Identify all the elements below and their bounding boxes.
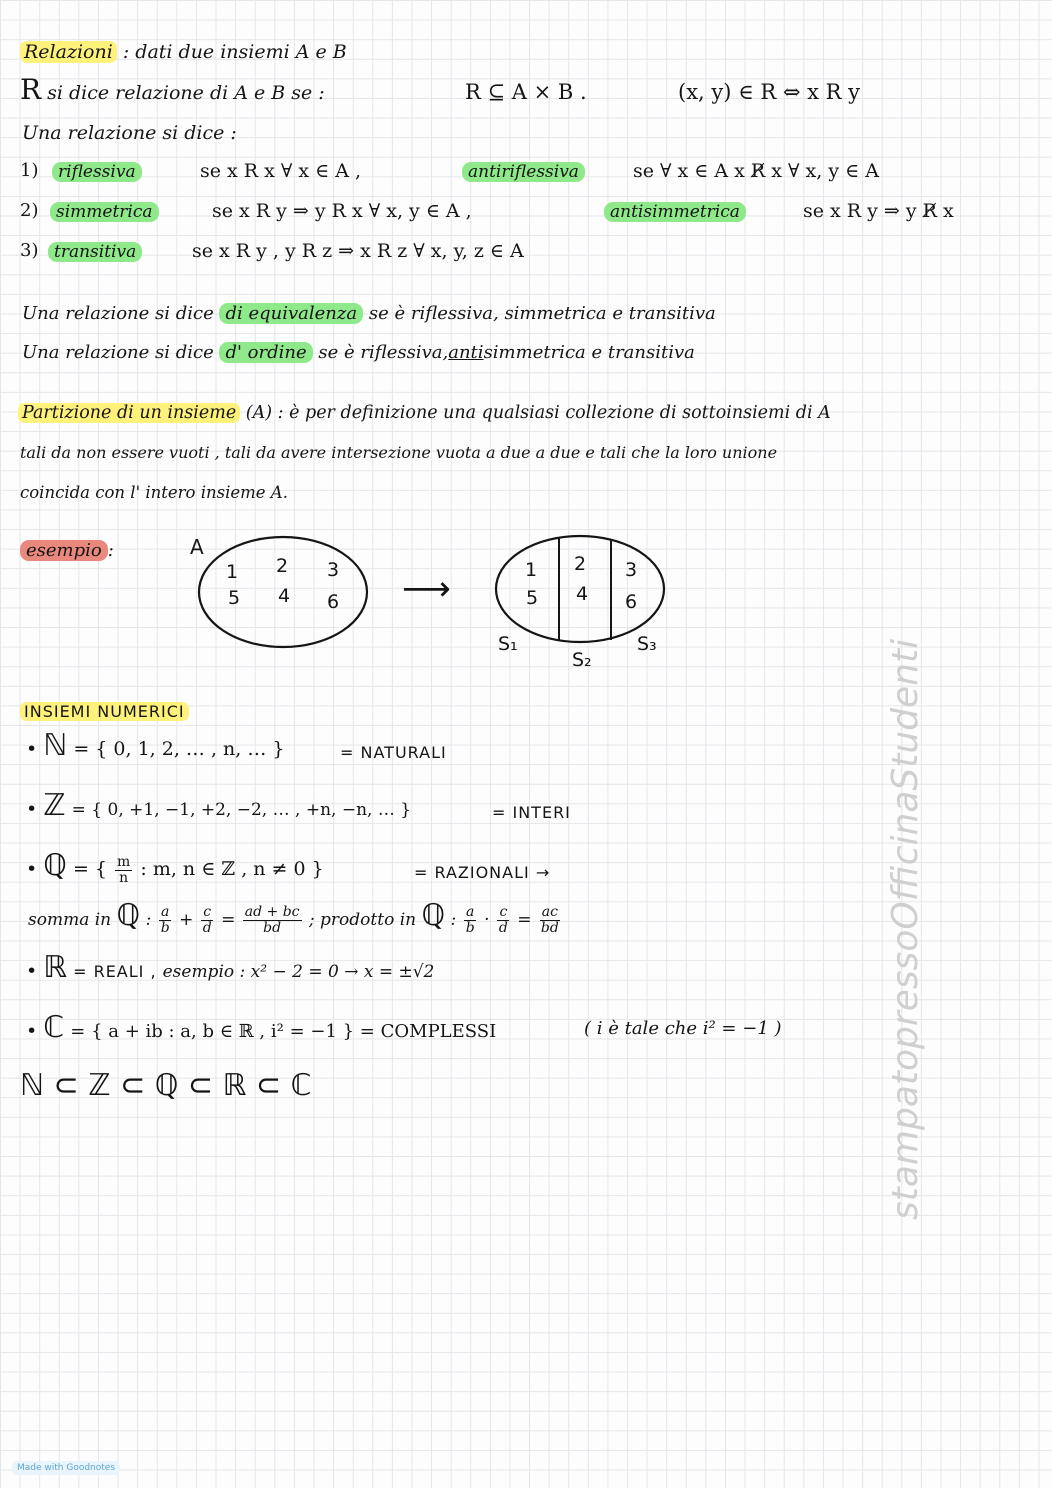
partizione-title: Partizione di un insieme (18, 403, 240, 423)
prodotto-f1-den: b (465, 920, 475, 936)
naturali-line (26, 728, 285, 763)
order-prefix: Una relazione si dice (22, 342, 214, 363)
prodotto-frac-1 (464, 905, 477, 936)
relazioni-intro: : dati due insiemi A e B (122, 41, 347, 63)
partition-element-5: 5 (526, 587, 539, 609)
somma-frac-result (243, 905, 302, 936)
property-2-name: simmetrica (50, 202, 159, 222)
order-suffix-a: se è riflessiva, (318, 342, 449, 363)
somma-f3-den: bd (263, 920, 282, 936)
somma-colon: : (145, 910, 152, 930)
property-1-cond: se x R x ∀ x ∈ A , (200, 160, 362, 182)
bullet-icon: • (26, 798, 38, 820)
prodotto-frac-result (539, 905, 561, 936)
goodnotes-footer: Made with Goodnotes (12, 1461, 120, 1475)
partition-element-2: 2 (574, 553, 587, 575)
prodotto-label: ; prodotto in (308, 910, 417, 930)
somma-f2-den: d (202, 920, 212, 936)
number-sets-chain: ℕ ⊂ ℤ ⊂ ℚ ⊂ ℝ ⊂ ℂ (20, 1068, 312, 1103)
interi-name: = INTERI (492, 803, 571, 822)
prodotto-f3-den: bd (540, 920, 559, 936)
somma-symbol: ℚ (116, 898, 141, 933)
bullet-icon: • (26, 858, 38, 880)
insiemi-numerici-title: INSIEMI NUMERICI (20, 702, 189, 721)
interi-symbol: ℤ (43, 788, 66, 823)
prodotto-eq: = (517, 910, 532, 930)
property-3-num: 3) (20, 240, 39, 261)
relazioni-def-formula: R ⊆ A × B . (465, 80, 587, 104)
relazioni-def-text: si dice relazione di A e B se : (47, 82, 325, 104)
equivalence-suffix: se è riflessiva, simmetrica e transitiva (368, 303, 716, 324)
partition-element-6: 6 (625, 591, 638, 613)
partizione-line-3: coincida con l' intero insieme A. (20, 483, 288, 502)
prodotto-colon: : (450, 910, 457, 930)
bullet-icon: • (26, 738, 38, 760)
naturali-name: = NATURALI (340, 743, 447, 762)
mapping-arrow: ⟶ (402, 569, 451, 609)
somma-prodotto-line (28, 898, 563, 938)
property-2-cond: se x R y ⇒ y R x ∀ x, y ∈ A , (212, 200, 472, 222)
relazioni-def-notation: (x, y) ∈ R ⇔ x R y (678, 80, 860, 104)
complessi-def: = { a + ib : a, b ∈ ℝ , i² = −1 } = COMPLESSI (70, 1021, 497, 1042)
esempio-label-line (20, 540, 114, 561)
naturali-def: = { 0, 1, 2, … , n, … } (73, 738, 285, 760)
razionali-fraction (115, 855, 132, 886)
partizione-line-2: tali da non essere vuoti , tali da avere intersezione vuota a due a due e tali che la loro unione (20, 443, 778, 462)
property-1-num: 1) (20, 160, 39, 181)
complessi-note: ( i è tale che i² = −1 ) (584, 1018, 782, 1039)
somma-f1-den: b (160, 920, 170, 936)
relazioni-definition-line (20, 73, 325, 106)
property-3-name: transitiva (48, 242, 142, 262)
element-5: 5 (228, 587, 241, 609)
subset-s3-label: S₃ (637, 633, 657, 655)
prodotto-frac-2 (497, 905, 510, 936)
element-4: 4 (278, 585, 291, 607)
naturali-symbol: ℕ (43, 728, 68, 763)
relation-symbol: R (20, 73, 42, 106)
razionali-def-b: : m, n ∈ ℤ , n ≠ 0 } (140, 858, 324, 880)
somma-f1-num: a (161, 904, 170, 920)
bullet-icon: • (26, 960, 38, 982)
complessi-line (26, 1010, 497, 1045)
property-2-anti-name: antisimmetrica (604, 202, 746, 222)
somma-frac-2 (201, 905, 214, 936)
somma-f2-num: c (203, 904, 212, 920)
element-6: 6 (327, 591, 340, 613)
prodotto-f2-num: c (499, 904, 508, 920)
prodotto-f3-num: ac (541, 904, 558, 920)
razionali-line (26, 848, 324, 886)
equivalence-prefix: Una relazione si dice (22, 303, 214, 324)
property-1-anti-name: antiriflessiva (462, 162, 585, 182)
set-a-label: A (190, 535, 204, 559)
interi-def: = { 0, +1, −1, +2, −2, … , +n, −n, … } (71, 800, 412, 820)
bullet-icon: • (26, 1020, 38, 1042)
property-1-anti-cond: se ∀ x ∈ A x R̸ x ∀ x, y ∈ A (633, 160, 879, 182)
property-1-name: riflessiva (52, 162, 142, 182)
element-3: 3 (327, 559, 340, 581)
property-2-anti-cond: se x R y ⇒ y R̸ x (803, 200, 954, 222)
prodotto-symbol: ℚ (421, 898, 446, 933)
complessi-symbol: ℂ (43, 1010, 65, 1045)
partition-element-4: 4 (576, 583, 589, 605)
relazioni-heading-line (20, 40, 347, 64)
element-1: 1 (226, 561, 239, 583)
watermark: stampatopressoOfficinaStudenti (885, 638, 926, 1220)
partition-element-3: 3 (625, 559, 638, 581)
partition-element-1: 1 (525, 559, 538, 581)
reali-def: = REALI , (73, 962, 157, 981)
reali-line (26, 950, 435, 985)
partition-diagram (180, 532, 700, 672)
razionali-frac-den: n (119, 869, 129, 886)
property-2-num: 2) (20, 200, 39, 221)
somma-eq: = (221, 910, 236, 930)
reali-symbol: ℝ (43, 950, 68, 985)
razionali-frac-num: m (117, 853, 131, 870)
somma-frac-1 (159, 905, 172, 936)
esempio-label: esempio (20, 540, 108, 561)
prodotto-f2-den: d (498, 920, 508, 936)
equivalence-highlight: di equivalenza (219, 303, 363, 324)
razionali-def-a: = { (72, 858, 107, 880)
esempio-colon: : (107, 540, 114, 561)
order-suffix-b: simmetrica e transitiva (483, 342, 695, 363)
interi-line (26, 788, 412, 823)
reali-example: esempio : x² − 2 = 0 → x = ±√2 (162, 962, 435, 982)
relazioni-title: Relazioni (20, 41, 117, 63)
somma-plus: + (179, 910, 194, 930)
razionali-name: = RAZIONALI → (414, 863, 551, 882)
partizione-line-1 (18, 401, 831, 425)
relazioni-list-intro: Una relazione si dice : (22, 122, 237, 144)
somma-label: somma in (28, 910, 112, 930)
somma-f3-num: ad + bc (244, 904, 300, 920)
order-suffix-underlined: anti (448, 342, 484, 363)
subset-s2-label: S₂ (572, 649, 592, 671)
property-3-cond: se x R y , y R z ⇒ x R z ∀ x, y, z ∈ A (192, 240, 524, 262)
order-highlight: d' ordine (219, 342, 312, 363)
element-2: 2 (276, 555, 289, 577)
partizione-title-suffix: (A) : è per definizione una qualsiasi collezione di sottoinsiemi di A (245, 403, 831, 423)
order-line (22, 341, 695, 365)
prodotto-dot: · (484, 910, 490, 930)
razionali-symbol: ℚ (43, 848, 67, 883)
prodotto-f1-num: a (465, 904, 475, 920)
equivalence-line (22, 302, 716, 326)
subset-s1-label: S₁ (498, 633, 518, 655)
